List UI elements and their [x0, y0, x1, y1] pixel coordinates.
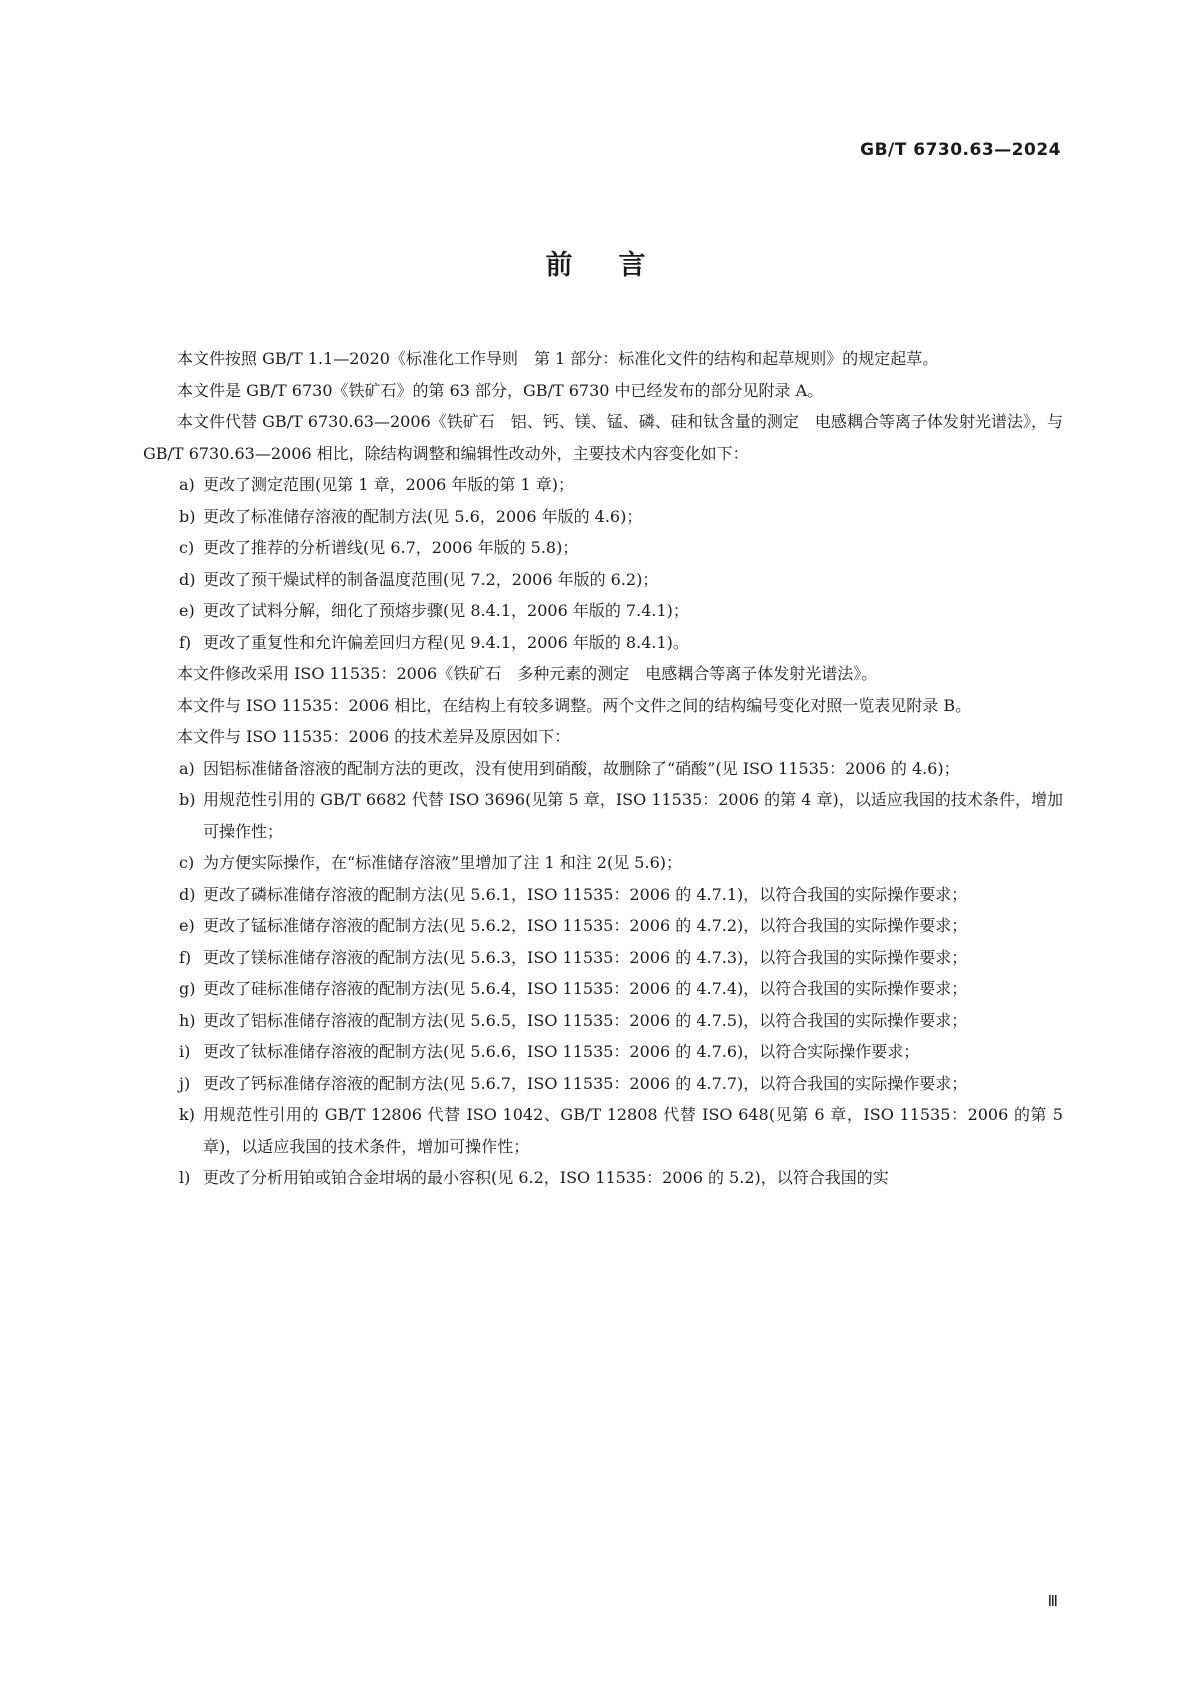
item-text: 更改了标准储存溶液的配制方法(见 5.6，2006 年版的 4.6)； — [203, 506, 643, 526]
list-item — [143, 1162, 1063, 1194]
intro-paragraph: 本文件代替 GB/T 6730.63—2006《铁矿石 铝、钙、镁、锰、磷、硅和钛含量的测定 电感耦合等离子体发射光谱法》，与 GB/T 6730.63—2006 相比，除结构调整和编辑性改动外，主要技术内容变化如下： — [143, 412, 1063, 463]
item-text: 因铝标准储备溶液的配制方法的更改，没有使用到硝酸，故删除了“硝酸”(见 ISO 11535：2006 的 4.6)； — [203, 758, 960, 778]
item-text: 更改了分析用铂或铂合金坩埚的最小容积(见 6.2，ISO 11535：2006 的 5.2)，以符合我国的实 — [203, 1168, 889, 1187]
item-text: 更改了钙标准储存溶液的配制方法(见 5.6.7，ISO 11535：2006 的 4.7.7)，以符合我国的实际操作要求； — [203, 1073, 968, 1093]
item-marker: l) — [179, 1168, 191, 1187]
changes-list — [143, 469, 1063, 658]
item-text: 更改了钛标准储存溶液的配制方法(见 5.6.6，ISO 11535：2006 的 4.7.6)，以符合实际操作要求； — [203, 1042, 920, 1061]
list-item — [143, 532, 1063, 564]
standard-code: GB/T 6730.63—2024 — [860, 140, 1061, 160]
list-item — [143, 847, 1063, 879]
item-marker: c) — [179, 538, 195, 557]
item-text: 更改了磷标准储存溶液的配制方法(见 5.6.1，ISO 11535：2006 的 4.7.1)，以符合我国的实际操作要求； — [203, 884, 968, 904]
item-marker: f) — [179, 947, 192, 967]
item-marker: c) — [179, 853, 195, 872]
list-item — [143, 501, 1063, 533]
item-marker: h) — [179, 1010, 196, 1030]
item-text: 更改了重复性和允许偏差回归方程(见 9.4.1，2006 年版的 8.4.1)。 — [203, 632, 689, 652]
item-text: 更改了试料分解，细化了预熔步骤(见 8.4.1，2006 年版的 7.4.1)； — [203, 601, 689, 620]
item-marker: g) — [179, 979, 196, 998]
intro-paragraph: 本文件按照 GB/T 1.1—2020《标准化工作导则 第 1 部分：标准化文件的结构和起草规则》的规定起草。 — [177, 349, 939, 368]
item-text: 更改了锰标准储存溶液的配制方法(见 5.6.2，ISO 11535：2006 的 4.7.2)，以符合我国的实际操作要求； — [203, 916, 968, 935]
list-item — [143, 753, 1063, 785]
item-text: 更改了铝标准储存溶液的配制方法(见 5.6.5，ISO 11535：2006 的 4.7.5)，以符合我国的实际操作要求； — [203, 1010, 968, 1030]
list-item — [143, 469, 1063, 501]
item-text: 为方便实际操作，在“标准储存溶液”里增加了注 1 和注 2(见 5.6)； — [203, 853, 682, 872]
list-item — [143, 942, 1063, 974]
item-marker: a) — [179, 475, 195, 494]
list-item — [143, 1036, 1063, 1068]
item-marker: a) — [179, 758, 195, 778]
list-item — [143, 784, 1063, 847]
item-marker: e) — [179, 601, 195, 620]
item-text: 更改了测定范围(见第 1 章，2006 年版的第 1 章)； — [203, 475, 574, 494]
body-paragraph: 本文件与 ISO 11535：2006 相比，在结构上有较多调整。两个文件之间的结构编号变化对照一览表见附录 B。 — [177, 695, 972, 715]
preface-body — [143, 343, 1063, 1194]
list-item — [143, 1068, 1063, 1100]
list-item — [143, 1005, 1063, 1037]
list-item — [143, 595, 1063, 627]
item-text: 用规范性引用的 GB/T 6682 代替 ISO 3696(见第 5 章，ISO 11535：2006 的第 4 章)，以适应我国的技术条件，增加可操作性； — [203, 790, 1063, 841]
item-text: 更改了镁标准储存溶液的配制方法(见 5.6.3，ISO 11535：2006 的 4.7.3)，以符合我国的实际操作要求； — [203, 947, 968, 967]
list-item — [143, 879, 1063, 911]
item-marker: d) — [179, 569, 196, 589]
body-paragraph: 本文件与 ISO 11535：2006 的技术差异及原因如下： — [177, 727, 571, 746]
page-title: 前言 — [545, 250, 692, 281]
intro-paragraph: 本文件是 GB/T 6730《铁矿石》的第 63 部分，GB/T 6730 中已经发布的部分见附录 A。 — [177, 380, 824, 400]
differences-list — [143, 753, 1063, 1194]
item-text: 用规范性引用的 GB/T 12806 代替 ISO 1042、GB/T 12808 代替 ISO 648(见第 6 章，ISO 11535：2006 的第 5 章)，以适应我国的技术条件，增加可操作性； — [203, 1105, 1063, 1156]
list-item — [143, 564, 1063, 596]
item-marker: i) — [179, 1042, 191, 1061]
item-text: 更改了硅标准储存溶液的配制方法(见 5.6.4，ISO 11535：2006 的 4.7.4)，以符合我国的实际操作要求； — [203, 979, 968, 998]
item-marker: e) — [179, 916, 195, 935]
item-marker: j) — [179, 1073, 191, 1093]
item-marker: d) — [179, 884, 196, 904]
list-item — [143, 910, 1063, 942]
item-marker: k) — [179, 1105, 195, 1124]
item-marker: b) — [179, 790, 196, 809]
item-marker: f) — [179, 632, 192, 652]
list-item — [143, 1099, 1063, 1162]
list-item — [143, 627, 1063, 659]
body-paragraph: 本文件修改采用 ISO 11535：2006《铁矿石 多种元素的测定 电感耦合等离子体发射光谱法》。 — [177, 664, 878, 683]
item-text: 更改了推荐的分析谱线(见 6.7，2006 年版的 5.8)； — [203, 538, 579, 557]
page-number: Ⅲ — [1047, 1592, 1058, 1610]
list-item — [143, 973, 1063, 1005]
item-marker: b) — [179, 506, 196, 526]
item-text: 更改了预干燥试样的制备温度范围(见 7.2，2006 年版的 6.2)； — [203, 569, 659, 589]
